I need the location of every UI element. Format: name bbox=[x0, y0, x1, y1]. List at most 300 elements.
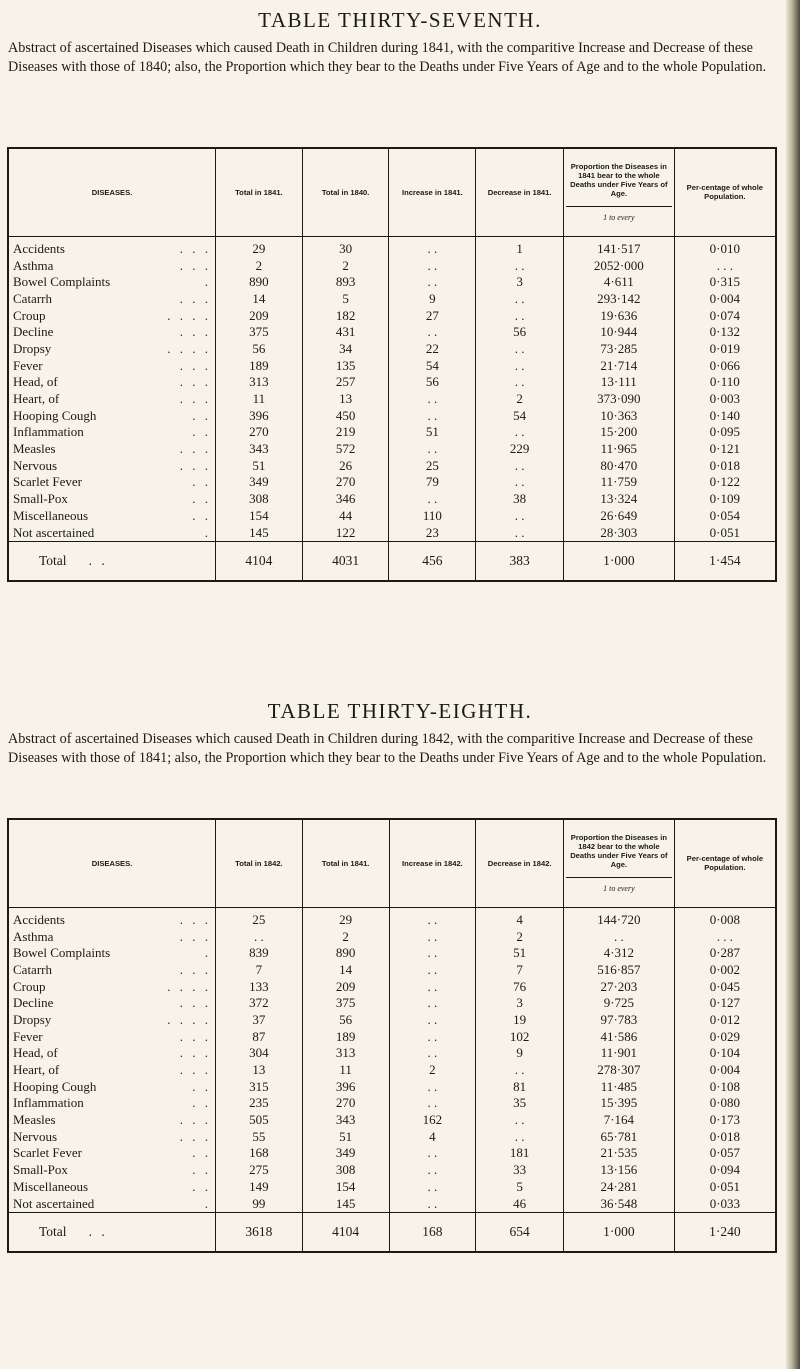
cell-increase bbox=[389, 441, 476, 458]
cell-decrease bbox=[476, 474, 564, 491]
cell-decrease-value: 229 bbox=[509, 441, 530, 457]
cell-total-a-value: 372 bbox=[249, 995, 269, 1011]
cell-proportion bbox=[564, 907, 675, 928]
cell-total-a-value: 343 bbox=[249, 441, 269, 457]
cell-percentage bbox=[674, 1045, 776, 1062]
cell-total-b-value: 219 bbox=[335, 424, 356, 440]
cell-increase-value: 25 bbox=[425, 457, 439, 473]
cell-decrease-value: . . bbox=[514, 457, 525, 473]
cell-increase bbox=[389, 1028, 476, 1045]
cell-proportion-value: 24·281 bbox=[600, 1178, 638, 1194]
total-row bbox=[8, 541, 776, 581]
cell-increase bbox=[389, 236, 476, 257]
cell-proportion bbox=[563, 374, 674, 391]
col-total-a: Total in 1842. bbox=[216, 819, 303, 907]
cell-total-b bbox=[302, 907, 389, 928]
cell-total-b-value: 209 bbox=[335, 978, 356, 994]
cell-decrease bbox=[476, 307, 564, 324]
leader-dots: . . . bbox=[179, 995, 212, 1011]
cell-total-b-value: 2 bbox=[342, 257, 349, 273]
cell-decrease-value: 3 bbox=[516, 995, 523, 1011]
cell-disease bbox=[8, 978, 216, 995]
cell-total-a-value: 7 bbox=[255, 961, 263, 977]
disease-name: Accidents bbox=[13, 240, 65, 256]
cell-decrease-value: . . bbox=[514, 507, 525, 523]
cell-percentage-value: 0·003 bbox=[709, 391, 741, 407]
cell-increase-value: 9 bbox=[429, 290, 436, 306]
cell-total-a bbox=[216, 508, 303, 525]
disease-name: Asthma bbox=[13, 928, 54, 944]
table-row bbox=[8, 407, 776, 424]
table-37-abstract: Abstract of ascertained Diseases which caused Death in Children during 1841, with the comparitive Increase and Decrease of these Diseases with those of 1840; also, the Proportion which they bear to the Deaths under Five Years of Age and to the whole Population. bbox=[8, 40, 767, 75]
cell-disease bbox=[8, 424, 216, 441]
cell-percentage-value: 0·010 bbox=[709, 240, 741, 256]
cell-decrease-value: 51 bbox=[513, 945, 527, 961]
cell-total-b bbox=[302, 341, 389, 358]
cell-proportion-value: 13·156 bbox=[600, 1162, 638, 1178]
cell-total-a-value: 4104 bbox=[245, 552, 273, 568]
disease-name: Heart, of bbox=[13, 391, 60, 407]
cell-total-a-value: 99 bbox=[252, 1195, 266, 1211]
table-row bbox=[8, 1095, 776, 1112]
cell-decrease-value: 1 bbox=[516, 240, 523, 256]
cell-increase-value: 22 bbox=[425, 340, 439, 356]
cell-percentage-value: 0·045 bbox=[709, 978, 741, 994]
cell-disease bbox=[8, 441, 216, 458]
table-row bbox=[8, 995, 776, 1012]
cell-decrease-value: 76 bbox=[513, 978, 527, 994]
cell-increase bbox=[389, 978, 476, 995]
cell-proportion-value: 21·535 bbox=[600, 1145, 638, 1161]
leader-dots: . . bbox=[192, 1145, 212, 1161]
leader-dots: . . bbox=[192, 407, 212, 423]
cell-disease bbox=[8, 928, 216, 945]
cell-percentage-value: 0·080 bbox=[709, 1095, 741, 1111]
cell-total-b-value: 182 bbox=[335, 307, 356, 323]
col-proportion bbox=[564, 819, 675, 907]
cell-decrease bbox=[476, 391, 564, 408]
leader-dots: . . . bbox=[179, 1128, 212, 1144]
cell-total-a bbox=[216, 1112, 303, 1129]
cell-percentage bbox=[674, 524, 776, 541]
cell-decrease-value: 7 bbox=[516, 961, 523, 977]
cell-decrease bbox=[476, 274, 564, 291]
cell-proportion-value: 1·000 bbox=[603, 552, 635, 568]
cell-percentage-value: 0·108 bbox=[709, 1078, 741, 1094]
cell-total-a bbox=[216, 274, 303, 291]
table-38-title: TABLE THIRTY-EIGHTH. bbox=[267, 699, 533, 723]
cell-proportion-value: 4·312 bbox=[603, 945, 635, 961]
cell-total-a bbox=[216, 524, 303, 541]
table-row bbox=[8, 257, 776, 274]
cell-decrease-value: 181 bbox=[509, 1145, 530, 1161]
col-diseases: DISEASES. bbox=[8, 819, 216, 907]
cell-total-a bbox=[216, 928, 303, 945]
leader-dots: . . . bbox=[179, 374, 212, 390]
cell-total-b-value: 30 bbox=[339, 240, 353, 256]
cell-total-a bbox=[216, 1212, 303, 1252]
cell-total-b-value: 34 bbox=[339, 340, 353, 356]
cell-disease bbox=[8, 962, 216, 979]
table-row bbox=[8, 1179, 776, 1196]
cell-total-a-value: 37 bbox=[252, 1011, 266, 1027]
cell-total-a-value: 154 bbox=[249, 507, 269, 523]
cell-total-a bbox=[216, 291, 303, 308]
cell-decrease bbox=[476, 1162, 564, 1179]
cell-proportion-value: 9·725 bbox=[603, 995, 635, 1011]
cell-increase bbox=[389, 457, 476, 474]
cell-increase bbox=[389, 1078, 476, 1095]
cell-total-b bbox=[302, 474, 389, 491]
cell-increase-value: 27 bbox=[425, 307, 439, 323]
cell-increase bbox=[389, 1212, 476, 1252]
cell-proportion-value: 21·714 bbox=[600, 357, 638, 373]
cell-proportion bbox=[563, 524, 674, 541]
cell-decrease-value: 56 bbox=[513, 324, 527, 340]
col-proportion bbox=[563, 148, 674, 236]
cell-increase-value: . . bbox=[427, 324, 438, 340]
cell-percentage-value: 0·315 bbox=[709, 274, 741, 290]
cell-total-a bbox=[216, 441, 303, 458]
cell-total-a-value: 14 bbox=[252, 290, 266, 306]
cell-decrease bbox=[476, 374, 564, 391]
cell-proportion bbox=[564, 1095, 675, 1112]
leader-dots: . . bbox=[192, 424, 212, 440]
cell-decrease-value: 19 bbox=[513, 1011, 527, 1027]
disease-name: Head, of bbox=[13, 1045, 58, 1061]
cell-decrease-value: 2 bbox=[516, 391, 523, 407]
cell-total-b-value: 11 bbox=[339, 1062, 352, 1078]
cell-proportion-value: 36·548 bbox=[600, 1195, 638, 1211]
col-decrease: Decrease in 1842. bbox=[476, 819, 564, 907]
cell-decrease bbox=[476, 1145, 564, 1162]
leader-dots: . . . bbox=[179, 1112, 212, 1128]
cell-decrease bbox=[476, 357, 564, 374]
cell-proportion bbox=[563, 236, 674, 257]
col-total-b: Total in 1840. bbox=[302, 148, 389, 236]
cell-proportion bbox=[564, 978, 675, 995]
table-row bbox=[8, 1145, 776, 1162]
table-38 bbox=[7, 818, 777, 1253]
cell-decrease-value: . . bbox=[514, 340, 525, 356]
cell-percentage bbox=[674, 1078, 776, 1095]
cell-proportion-value: 1·000 bbox=[603, 1223, 635, 1239]
cell-total-a bbox=[216, 1028, 303, 1045]
cell-proportion bbox=[564, 1078, 675, 1095]
cell-proportion-value: 15·200 bbox=[600, 424, 638, 440]
table-row bbox=[8, 962, 776, 979]
cell-percentage bbox=[674, 962, 776, 979]
table-row bbox=[8, 1028, 776, 1045]
cell-proportion bbox=[564, 1112, 675, 1129]
cell-total-a-value: 56 bbox=[252, 340, 266, 356]
cell-total-b-value: 14 bbox=[339, 961, 353, 977]
cell-total-a-value: 51 bbox=[252, 457, 266, 473]
cell-total-a-value: 25 bbox=[252, 911, 266, 927]
cell-disease bbox=[8, 236, 216, 257]
cell-proportion bbox=[563, 341, 674, 358]
disease-name: Head, of bbox=[13, 374, 58, 390]
leader-dots: . . . bbox=[179, 257, 212, 273]
cell-decrease-value: . . bbox=[514, 1128, 525, 1144]
cell-decrease bbox=[476, 1212, 564, 1252]
cell-increase bbox=[389, 1112, 476, 1129]
table-37 bbox=[7, 147, 777, 582]
cell-total-a bbox=[216, 491, 303, 508]
cell-percentage bbox=[674, 1095, 776, 1112]
disease-name: Dropsy bbox=[13, 1011, 52, 1027]
col-percentage: Per-centage of whole Population. bbox=[674, 148, 776, 236]
cell-decrease bbox=[476, 491, 564, 508]
cell-decrease bbox=[476, 1128, 564, 1145]
table-row bbox=[8, 274, 776, 291]
cell-proportion bbox=[563, 441, 674, 458]
cell-proportion-value: 10·944 bbox=[600, 324, 638, 340]
cell-increase bbox=[389, 907, 476, 928]
cell-total-b-value: 4031 bbox=[332, 552, 360, 568]
cell-total-b-value: 122 bbox=[335, 524, 356, 540]
cell-total-a-value: 29 bbox=[252, 240, 266, 256]
cell-total-b bbox=[302, 1012, 389, 1029]
disease-name: Fever bbox=[13, 1028, 43, 1044]
disease-name: Asthma bbox=[13, 257, 54, 273]
disease-name: Measles bbox=[13, 1112, 56, 1128]
cell-total-b bbox=[302, 424, 389, 441]
cell-percentage-value: 0·004 bbox=[709, 1062, 741, 1078]
cell-percentage-value: 0·033 bbox=[709, 1195, 741, 1211]
cell-disease bbox=[8, 1028, 216, 1045]
cell-percentage-value: 0·018 bbox=[709, 457, 741, 473]
cell-proportion bbox=[563, 491, 674, 508]
cell-decrease-value: 38 bbox=[513, 491, 527, 507]
cell-proportion bbox=[564, 1062, 675, 1079]
cell-increase bbox=[389, 1045, 476, 1062]
cell-percentage-value: 0·095 bbox=[709, 424, 741, 440]
cell-total-a-value: 315 bbox=[249, 1078, 269, 1094]
leader-dots: . . . bbox=[179, 928, 212, 944]
table-row bbox=[8, 474, 776, 491]
disease-name: Scarlet Fever bbox=[13, 1145, 82, 1161]
cell-decrease-value: 9 bbox=[516, 1045, 523, 1061]
cell-total-b bbox=[302, 274, 389, 291]
leader-dots: . bbox=[204, 274, 212, 290]
cell-decrease bbox=[476, 907, 564, 928]
cell-total-b bbox=[302, 257, 389, 274]
leader-dots: . . bbox=[88, 1223, 108, 1239]
disease-name: Fever bbox=[13, 357, 43, 373]
cell-total-a bbox=[216, 236, 303, 257]
cell-proportion-value: 97·783 bbox=[600, 1011, 638, 1027]
cell-total-b bbox=[302, 541, 389, 581]
cell-total-a-value: . . bbox=[254, 928, 264, 944]
disease-name: Catarrh bbox=[13, 290, 52, 306]
cell-increase-value: . . bbox=[427, 911, 438, 927]
cell-percentage-value: 0·008 bbox=[709, 911, 741, 927]
cell-percentage bbox=[674, 1062, 776, 1079]
cell-total-b-value: 51 bbox=[339, 1128, 353, 1144]
total-row bbox=[8, 1212, 776, 1252]
cell-proportion-value: 73·285 bbox=[600, 340, 638, 356]
cell-total-b bbox=[302, 928, 389, 945]
cell-proportion-value: 7·164 bbox=[603, 1112, 635, 1128]
disease-name: Hooping Cough bbox=[13, 1078, 97, 1094]
cell-disease bbox=[8, 1045, 216, 1062]
cell-percentage bbox=[674, 391, 776, 408]
cell-proportion-value: . . bbox=[614, 928, 624, 944]
cell-increase bbox=[389, 274, 476, 291]
cell-decrease-value: 81 bbox=[513, 1078, 527, 1094]
cell-increase-value: . . bbox=[427, 1095, 438, 1111]
cell-percentage bbox=[674, 945, 776, 962]
cell-decrease-value: 5 bbox=[516, 1178, 523, 1194]
cell-decrease bbox=[476, 324, 564, 341]
table-38-heading bbox=[0, 699, 800, 768]
disease-name: Not ascertained bbox=[13, 524, 95, 540]
disease-name: Inflammation bbox=[13, 1095, 84, 1111]
cell-disease bbox=[8, 508, 216, 525]
cell-decrease bbox=[476, 341, 564, 358]
disease-name: Nervous bbox=[13, 1128, 58, 1144]
cell-total-b-value: 56 bbox=[339, 1011, 353, 1027]
cell-decrease-value: . . bbox=[514, 1062, 525, 1078]
cell-proportion-value: 15·395 bbox=[600, 1095, 638, 1111]
cell-proportion bbox=[564, 1195, 675, 1212]
cell-percentage bbox=[674, 978, 776, 995]
cell-proportion-value: 26·649 bbox=[600, 507, 638, 523]
cell-increase bbox=[389, 341, 476, 358]
leader-dots: . . . bbox=[179, 1062, 212, 1078]
cell-decrease-value: . . bbox=[514, 257, 525, 273]
leader-dots: . . bbox=[192, 1095, 212, 1111]
leader-dots: . . bbox=[192, 1162, 212, 1178]
cell-total-b-value: 572 bbox=[335, 441, 356, 457]
cell-total-b bbox=[302, 236, 389, 257]
cell-percentage-value: 0·066 bbox=[709, 357, 741, 373]
cell-total-a bbox=[216, 341, 303, 358]
cell-total-a-value: 270 bbox=[249, 424, 269, 440]
cell-proportion bbox=[563, 474, 674, 491]
cell-disease bbox=[8, 474, 216, 491]
leader-dots: . . bbox=[192, 474, 212, 490]
table-37-title: TABLE THIRTY-SEVENTH. bbox=[258, 8, 542, 32]
cell-total-b-value: 893 bbox=[335, 274, 356, 290]
cell-total-b bbox=[302, 1128, 389, 1145]
leader-dots: . . . . bbox=[167, 1011, 212, 1027]
cell-increase-value: . . bbox=[427, 1178, 438, 1194]
cell-total-a bbox=[216, 1128, 303, 1145]
cell-total-a bbox=[216, 1162, 303, 1179]
cell-total-b bbox=[302, 945, 389, 962]
cell-increase bbox=[389, 508, 476, 525]
cell-total-b-value: 154 bbox=[335, 1178, 356, 1194]
cell-increase bbox=[389, 1179, 476, 1196]
cell-total-b bbox=[302, 1095, 389, 1112]
cell-percentage-value: 0·110 bbox=[709, 374, 740, 390]
cell-increase-value: 2 bbox=[429, 1062, 436, 1078]
cell-percentage bbox=[674, 1145, 776, 1162]
cell-proportion bbox=[564, 1145, 675, 1162]
leader-dots: . . bbox=[192, 491, 212, 507]
cell-total-a-value: 308 bbox=[249, 491, 269, 507]
cell-total-b-value: 145 bbox=[335, 1195, 356, 1211]
cell-proportion bbox=[564, 1045, 675, 1062]
cell-percentage-value: 0·004 bbox=[709, 290, 741, 306]
cell-total-b bbox=[302, 962, 389, 979]
col-proportion-label: Proportion the Diseases in 1841 bear to the whole Deaths under Five Years of Age. bbox=[570, 162, 668, 199]
table-row bbox=[8, 391, 776, 408]
cell-decrease bbox=[476, 291, 564, 308]
leader-dots: . . bbox=[192, 507, 212, 523]
cell-decrease-value: 102 bbox=[509, 1028, 530, 1044]
cell-total-a-value: 2 bbox=[255, 257, 263, 273]
cell-total-a-value: 3618 bbox=[245, 1223, 273, 1239]
col-increase: Increase in 1841. bbox=[389, 148, 476, 236]
cell-percentage-value: 0·019 bbox=[709, 340, 741, 356]
cell-proportion bbox=[564, 1128, 675, 1145]
cell-total-a bbox=[216, 907, 303, 928]
col-diseases: DISEASES. bbox=[8, 148, 216, 236]
disease-name: Decline bbox=[13, 324, 54, 340]
col-proportion-label: Proportion the Diseases in 1842 bear to the whole Deaths under Five Years of Age. bbox=[570, 833, 668, 870]
cell-proportion-value: 65·781 bbox=[600, 1128, 638, 1144]
cell-total-b-value: 396 bbox=[335, 1078, 356, 1094]
cell-total-b-value: 26 bbox=[339, 457, 353, 473]
cell-increase-value: . . bbox=[427, 240, 438, 256]
cell-percentage bbox=[674, 1195, 776, 1212]
cell-disease bbox=[8, 1145, 216, 1162]
cell-disease bbox=[8, 491, 216, 508]
cell-increase-value: . . bbox=[427, 491, 438, 507]
cell-increase-value: . . bbox=[427, 961, 438, 977]
cell-percentage bbox=[674, 257, 776, 274]
cell-percentage bbox=[674, 1012, 776, 1029]
cell-proportion-value: 11·759 bbox=[600, 474, 638, 490]
disease-name: Scarlet Fever bbox=[13, 474, 82, 490]
cell-proportion-value: 28·303 bbox=[600, 524, 638, 540]
table-row bbox=[8, 1062, 776, 1079]
cell-decrease-value: 2 bbox=[516, 928, 523, 944]
leader-dots: . . . . bbox=[167, 978, 212, 994]
cell-total-b bbox=[302, 1145, 389, 1162]
cell-decrease bbox=[476, 508, 564, 525]
cell-decrease-value: 54 bbox=[513, 407, 527, 423]
cell-increase bbox=[389, 945, 476, 962]
cell-decrease-value: . . bbox=[514, 1112, 525, 1128]
cell-total-b-value: 44 bbox=[339, 507, 353, 523]
cell-total-b bbox=[302, 491, 389, 508]
cell-total-b bbox=[302, 995, 389, 1012]
table-row bbox=[8, 236, 776, 257]
cell-disease bbox=[8, 524, 216, 541]
disease-name: Not ascertained bbox=[13, 1195, 95, 1211]
cell-total-b-value: 4104 bbox=[332, 1223, 360, 1239]
leader-dots: . . . bbox=[179, 911, 212, 927]
cell-decrease-value: . . bbox=[514, 524, 525, 540]
cell-decrease-value: . . bbox=[514, 474, 525, 490]
cell-percentage bbox=[674, 424, 776, 441]
cell-total-b bbox=[302, 978, 389, 995]
cell-increase bbox=[389, 407, 476, 424]
cell-decrease bbox=[476, 441, 564, 458]
cell-total-b bbox=[302, 374, 389, 391]
cell-total-a-value: 375 bbox=[249, 324, 269, 340]
disease-name: Hooping Cough bbox=[13, 407, 97, 423]
cell-proportion bbox=[564, 1012, 675, 1029]
cell-decrease bbox=[476, 1045, 564, 1062]
table-row bbox=[8, 978, 776, 995]
cell-percentage-value: 0·121 bbox=[709, 441, 741, 457]
cell-percentage-value: 0·132 bbox=[709, 324, 741, 340]
